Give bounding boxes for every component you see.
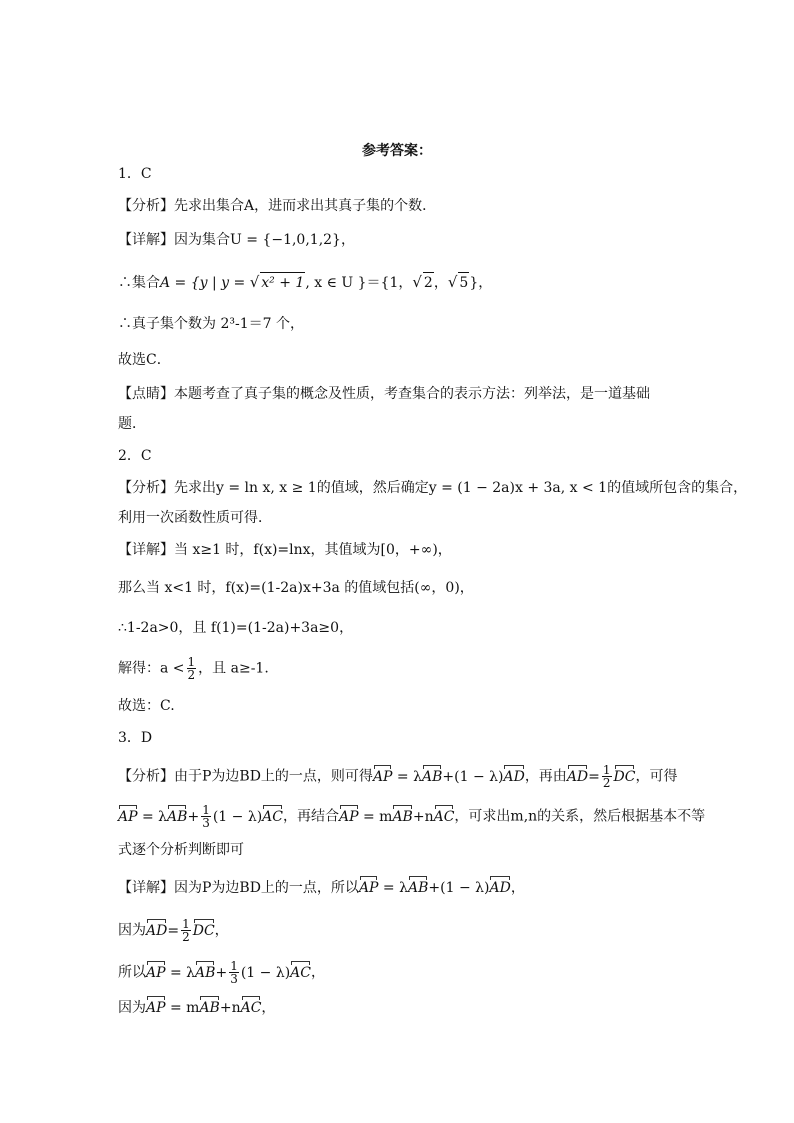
vector-expr: AP = mAB+nAC xyxy=(146,1000,262,1016)
q3-detail-3-text: 所以 xyxy=(118,964,146,981)
q1-comment-1 xyxy=(118,384,678,404)
q2-detail-1 xyxy=(118,540,678,560)
q3-number: 3．D xyxy=(118,730,153,746)
q1-detail-2c: x² + 1 xyxy=(260,272,305,293)
q3-analysis-2a: ，再结合 xyxy=(283,808,339,825)
q3-detail-2 xyxy=(118,918,678,943)
fraction xyxy=(187,656,197,681)
q2-detail-4 xyxy=(118,656,678,681)
q2-analysis-2: 利用一次函数性质可得． xyxy=(118,510,272,526)
comma: ， xyxy=(311,964,325,981)
q3-analysis-2b: ，可求出m,n的关系，然后根据基本不等 xyxy=(454,808,706,825)
analysis-tag: 【分析】 xyxy=(118,480,174,496)
detail-tag: 【详解】 xyxy=(118,542,174,558)
vector-expr: AP = λAB+(1 − λ)AD xyxy=(358,880,511,896)
sqrt-symbol: √ xyxy=(249,273,260,291)
q2-number: 2．C xyxy=(118,448,152,464)
comment-tag: 【点睛】 xyxy=(118,386,174,402)
q3-analysis-3: 式逐个分析判断即可 xyxy=(118,842,244,858)
sqrt-symbol: √ xyxy=(447,273,458,291)
analysis-tag: 【分析】 xyxy=(118,768,174,785)
q1-detail-2g: 5 xyxy=(458,272,469,293)
q1-detail-2h: }， xyxy=(469,275,493,291)
q1-detail-1-text: 因为集合U = {−1,0,1,2}， xyxy=(174,232,355,248)
q3-analysis-2 xyxy=(118,803,706,830)
detail-tag: 【详解】 xyxy=(118,232,174,248)
q3-analysis-1c: ，可得 xyxy=(635,768,678,785)
q2-detail-3: ∴1-2a>0，且 f(1)=(1-2a)+3a≥0， xyxy=(118,620,354,636)
fraction-numerator: 1 xyxy=(187,655,196,669)
q3-detail-3 xyxy=(118,960,678,985)
q1-detail-2d: , x ∈ U }＝{1， xyxy=(305,275,413,291)
q1-comment-2: 题． xyxy=(118,416,146,432)
q3-detail-1-text: 因为P为边BD上的一点，所以 xyxy=(174,880,359,896)
q1-comment-1-text: 本题考查了真子集的概念及性质，考查集合的表示方法：列举法，是一道基础 xyxy=(174,386,650,402)
sqrt-symbol: √ xyxy=(412,273,422,291)
analysis-tag: 【分析】 xyxy=(118,198,174,214)
q1-detail-4: 故选C． xyxy=(118,352,171,368)
detail-tag: 【详解】 xyxy=(118,880,174,896)
q3-detail-1 xyxy=(118,878,678,898)
q3-detail-2-text: 因为 xyxy=(118,922,146,939)
q1-analysis xyxy=(118,196,678,216)
q1-detail-2b: A = {y | y = xyxy=(160,275,250,291)
q3-analysis-1a: 由于P为边BD上的一点，则可得 xyxy=(174,768,373,785)
vector-expr: AP = λAB+ $\frac{1}{3}$ (1 − λ)AC xyxy=(146,959,311,986)
q1-number: 1．C xyxy=(118,166,152,182)
vector-expr: AD= $\frac{1}{2}$ DC xyxy=(146,917,215,944)
q2-analysis-1-text: 先求出y = ln x, x ≥ 1的值域，然后确定y = (1 − 2a)x + 3a, x < 1的值域所包含的集合， xyxy=(174,480,748,496)
q1-detail-2f: ， xyxy=(433,275,448,291)
vector-expr: AP = λAB+ $\frac{1}{3}$ (1 − λ)AC xyxy=(118,803,283,830)
vector-expr: AP = λAB+(1 − λ)AD xyxy=(372,768,525,785)
page-title: 参考答案： xyxy=(362,143,432,159)
q2-detail-4b: ，且 a≥-1. xyxy=(198,660,269,677)
q2-detail-4a: 解得：a < xyxy=(118,660,185,677)
q1-detail-1 xyxy=(118,230,678,250)
q2-detail-2: 那么当 x<1 时，f(x)=(1-2a)x+3a 的值域包括(∞，0)， xyxy=(118,580,474,596)
q1-detail-2a: ∴集合 xyxy=(118,275,160,291)
q1-detail-2 xyxy=(118,272,678,293)
q3-analysis-1 xyxy=(118,764,678,789)
q2-detail-1-text: 当 x≥1 时，f(x)=lnx，其值域为[0，+∞)， xyxy=(174,542,452,558)
q3-detail-4-text: 因为 xyxy=(118,1000,146,1016)
q3-analysis-1b: ，再由 xyxy=(524,768,567,785)
comma: ， xyxy=(214,922,229,939)
q2-analysis-1 xyxy=(118,478,748,498)
vector-expr: AP = mAB+nAC xyxy=(339,808,455,825)
fraction-denominator: 2 xyxy=(187,668,196,682)
q2-detail-5: 故选：C. xyxy=(118,698,175,714)
vector-expr: AD= $\frac{1}{2}$ DC xyxy=(566,763,636,790)
comma: ， xyxy=(261,1000,276,1016)
comma: ， xyxy=(510,880,525,896)
q1-analysis-text: 先求出集合A，进而求出其真子集的个数． xyxy=(174,198,437,214)
q1-detail-2e: 2 xyxy=(423,272,434,293)
q1-detail-3: ∴真子集个数为 2³-1＝7 个， xyxy=(118,316,304,332)
q3-detail-4 xyxy=(118,998,678,1018)
